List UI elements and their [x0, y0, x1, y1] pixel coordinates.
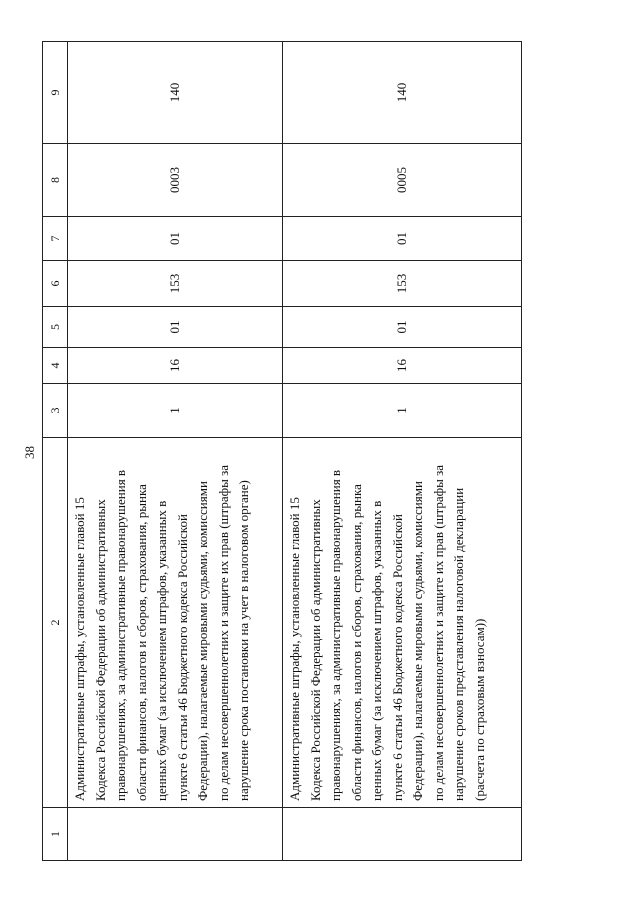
description-line: ценных бумаг (за исключением штрафов, указанных в — [369, 500, 385, 801]
description-line: области финансов, налогов и сборов, страхования, рынка — [133, 484, 149, 801]
table-row — [283, 42, 522, 861]
header-row — [43, 42, 68, 861]
row-cell-6: 153 — [68, 261, 283, 307]
row-cell-7: 01 — [68, 217, 283, 261]
description-line: пункте 6 статьи 46 Бюджетного кодекса Российской — [389, 514, 405, 801]
description-line: ценных бумаг (за исключением штрафов, указанных в — [154, 500, 169, 801]
table-row — [68, 42, 283, 861]
budget-code-table — [42, 41, 522, 861]
row-cell-4: 16 — [283, 348, 522, 384]
row-cell-5: 01 — [283, 307, 522, 348]
column-header-3: 3 — [43, 384, 68, 438]
row-cell-9: 140 — [68, 42, 283, 144]
description-line: Административные штрафы, установленные главой 15 — [72, 497, 87, 801]
row-cell-1 — [68, 808, 283, 861]
description-line: правонарушениях, за административные правонарушения в — [113, 469, 128, 801]
description-line: (расчета по страховым взносам)) — [471, 618, 487, 801]
column-header-1: 1 — [43, 808, 68, 861]
column-header-4: 4 — [43, 348, 68, 384]
row-cell-7: 01 — [283, 217, 522, 261]
page-number: 38 — [22, 446, 37, 459]
column-header-9: 9 — [43, 42, 68, 144]
row-cell-1 — [283, 808, 522, 861]
rotated-table-wrapper — [42, 42, 522, 861]
description-line: нарушение сроков представления налоговой декларации — [451, 487, 467, 801]
row-cell-3: 1 — [68, 384, 283, 438]
description-line: области финансов, налогов и сборов, страхования, рынка — [348, 484, 364, 801]
description-line: Федерации), налагаемые мировыми судьями, комиссиями — [195, 481, 210, 801]
row-cell-5: 01 — [68, 307, 283, 348]
description-line: по делам несовершеннолетних и защите их прав (штрафы за — [215, 465, 231, 801]
description-line: правонарушениях, за административные правонарушения в — [328, 469, 344, 801]
column-header-6: 6 — [43, 261, 68, 307]
description-line: Кодекса Российской Федерации об административных — [92, 499, 108, 801]
description-line: Федерации), налагаемые мировыми судьями, комиссиями — [410, 481, 426, 801]
row-cell-4: 16 — [68, 348, 283, 384]
column-header-7: 7 — [43, 217, 68, 261]
row-cell-6: 153 — [283, 261, 522, 307]
column-header-2: 2 — [43, 438, 68, 808]
column-header-5: 5 — [43, 307, 68, 348]
description-line: нарушение срока постановки на учет в налоговом органе) — [236, 480, 251, 801]
description-line: по делам несовершеннолетних и защите их прав (штрафы за — [430, 465, 446, 801]
description-line: пункте 6 статьи 46 Бюджетного кодекса Российской — [174, 514, 190, 801]
description-line: Административные штрафы, установленные главой 15 — [287, 497, 303, 801]
row-cell-3: 1 — [283, 384, 522, 438]
column-header-8: 8 — [43, 144, 68, 217]
row-cell-8: 0003 — [68, 144, 283, 217]
row-description — [68, 438, 283, 808]
row-cell-9: 140 — [283, 42, 522, 144]
row-cell-8: 0005 — [283, 144, 522, 217]
description-line: Кодекса Российской Федерации об административных — [307, 499, 323, 801]
row-description — [283, 438, 522, 808]
